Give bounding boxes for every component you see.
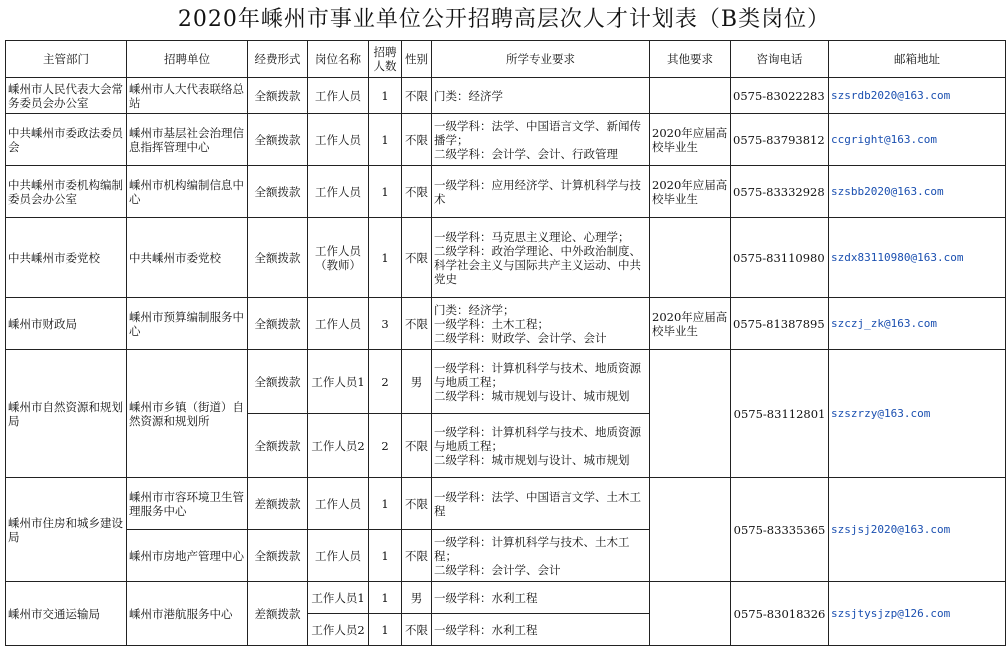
cell-major: 一级学科：水利工程 [432, 582, 650, 614]
cell-email[interactable]: szdx83110980@163.com [829, 218, 1006, 298]
cell-sex: 不限 [402, 414, 432, 478]
cell-other: 2020年应届高校毕业生 [650, 114, 731, 166]
cell-num: 1 [369, 478, 402, 530]
cell-other [650, 350, 731, 478]
cell-unit: 嵊州市房地产管理中心 [127, 530, 248, 582]
cell-email[interactable]: szsbb2020@163.com [829, 166, 1006, 218]
cell-phone: 0575-83018326 [731, 582, 829, 646]
cell-sex: 不限 [402, 114, 432, 166]
cell-email[interactable]: szsjsj2020@163.com [829, 478, 1006, 582]
cell-phone: 0575-83022283 [731, 78, 829, 114]
cell-phone: 0575-83112801 [731, 350, 829, 478]
cell-post: 工作人员 [308, 478, 369, 530]
cell-phone: 0575-83793812 [731, 114, 829, 166]
cell-dept: 嵊州市财政局 [6, 298, 127, 350]
cell-phone: 0575-83335365 [731, 478, 829, 582]
cell-major: 一级学科：计算机科学与技术、地质资源与地质工程； 二级学科：城市规划与设计、城市规划 [432, 414, 650, 478]
cell-major: 一级学科：水利工程 [432, 614, 650, 646]
cell-unit: 嵊州市基层社会治理信息指挥管理中心 [127, 114, 248, 166]
cell-sex: 男 [402, 350, 432, 414]
cell-fund: 全额拨款 [248, 414, 308, 478]
cell-major: 门类：经济学 [432, 78, 650, 114]
cell-num: 1 [369, 614, 402, 646]
header-other: 其他要求 [650, 41, 731, 78]
cell-unit: 嵊州市人大代表联络总站 [127, 78, 248, 114]
header-num: 招聘人数 [369, 41, 402, 78]
cell-sex: 不限 [402, 530, 432, 582]
cell-dept: 嵊州市人民代表大会常务委员会办公室 [6, 78, 127, 114]
cell-fund: 全额拨款 [248, 298, 308, 350]
cell-post: 工作人员2 [308, 614, 369, 646]
cell-num: 1 [369, 530, 402, 582]
cell-post: 工作人员 [308, 530, 369, 582]
cell-sex: 不限 [402, 218, 432, 298]
cell-num: 2 [369, 414, 402, 478]
cell-sex: 男 [402, 582, 432, 614]
cell-dept: 嵊州市交通运输局 [6, 582, 127, 646]
cell-phone: 0575-83110980 [731, 218, 829, 298]
cell-num: 1 [369, 78, 402, 114]
cell-dept: 中共嵊州市委政法委员会 [6, 114, 127, 166]
cell-sex: 不限 [402, 614, 432, 646]
header-email: 邮箱地址 [829, 41, 1006, 78]
cell-unit: 嵊州市机构编制信息中心 [127, 166, 248, 218]
cell-other [650, 218, 731, 298]
header-unit: 招聘单位 [127, 41, 248, 78]
cell-other [650, 478, 731, 582]
table-row [6, 166, 1006, 218]
table-row [6, 582, 1006, 614]
cell-sex: 不限 [402, 166, 432, 218]
cell-phone: 0575-81387895 [731, 298, 829, 350]
cell-fund: 差额拨款 [248, 582, 308, 646]
cell-sex: 不限 [402, 478, 432, 530]
cell-dept: 嵊州市自然资源和规划局 [6, 350, 127, 478]
cell-post: 工作人员1 [308, 350, 369, 414]
cell-major: 一级学科：法学、中国语言文学、土木工程 [432, 478, 650, 530]
cell-post: 工作人员2 [308, 414, 369, 478]
table-row [6, 114, 1006, 166]
cell-num: 1 [369, 166, 402, 218]
table-row [6, 350, 1006, 414]
cell-major: 一级学科：计算机科学与技术、土木工程； 二级学科：会计学、会计 [432, 530, 650, 582]
cell-num: 1 [369, 582, 402, 614]
cell-fund: 全额拨款 [248, 350, 308, 414]
cell-email[interactable]: szczj_zk@163.com [829, 298, 1006, 350]
cell-other [650, 582, 731, 646]
table-row [6, 298, 1006, 350]
cell-num: 1 [369, 114, 402, 166]
table-row [6, 78, 1006, 114]
cell-post: 工作人员 [308, 114, 369, 166]
cell-other: 2020年应届高校毕业生 [650, 298, 731, 350]
cell-post: 工作人员（教师） [308, 218, 369, 298]
header-row [6, 41, 1006, 78]
cell-dept: 中共嵊州市委党校 [6, 218, 127, 298]
cell-major: 一级学科：法学、中国语言文学、新闻传播学； 二级学科：会计学、会计、行政管理 [432, 114, 650, 166]
cell-email[interactable]: ccgright@163.com [829, 114, 1006, 166]
cell-major: 门类：经济学； 一级学科：土木工程； 二级学科：财政学、会计学、会计 [432, 298, 650, 350]
cell-email[interactable]: szsrdb2020@163.com [829, 78, 1006, 114]
header-fund: 经费形式 [248, 41, 308, 78]
cell-num: 3 [369, 298, 402, 350]
table-row [6, 218, 1006, 298]
cell-unit: 嵊州市港航服务中心 [127, 582, 248, 646]
cell-sex: 不限 [402, 78, 432, 114]
cell-major: 一级学科：应用经济学、计算机科学与技术 [432, 166, 650, 218]
cell-fund: 全额拨款 [248, 114, 308, 166]
cell-post: 工作人员 [308, 298, 369, 350]
cell-major: 一级学科：计算机科学与技术、地质资源与地质工程； 二级学科：城市规划与设计、城市规划 [432, 350, 650, 414]
page-title: 2020年嵊州市事业单位公开招聘高层次人才计划表（B类岗位） [177, 7, 831, 32]
header-sex: 性别 [402, 41, 432, 78]
cell-phone: 0575-83332928 [731, 166, 829, 218]
header-dept: 主管部门 [6, 41, 127, 78]
cell-unit: 中共嵊州市委党校 [127, 218, 248, 298]
cell-unit: 嵊州市市容环境卫生管理服务中心 [127, 478, 248, 530]
cell-email[interactable]: szsjtysjzp@126.com [829, 582, 1006, 646]
cell-post: 工作人员1 [308, 582, 369, 614]
cell-fund: 差额拨款 [248, 478, 308, 530]
cell-fund: 全额拨款 [248, 530, 308, 582]
cell-unit: 嵊州市乡镇（街道）自然资源和规划所 [127, 350, 248, 478]
cell-fund: 全额拨款 [248, 218, 308, 298]
table-row [6, 478, 1006, 530]
cell-sex: 不限 [402, 298, 432, 350]
cell-dept: 中共嵊州市委机构编制委员会办公室 [6, 166, 127, 218]
cell-post: 工作人员 [308, 78, 369, 114]
cell-email[interactable]: szszrzy@163.com [829, 350, 1006, 478]
cell-major: 一级学科：马克思主义理论、心理学； 二级学科：政治学理论、中外政治制度、科学社会主义与国际共产主义运动、中共党史 [432, 218, 650, 298]
cell-other: 2020年应届高校毕业生 [650, 166, 731, 218]
header-major: 所学专业要求 [432, 41, 650, 78]
recruitment-table [5, 40, 1006, 646]
header-phone: 咨询电话 [731, 41, 829, 78]
cell-post: 工作人员 [308, 166, 369, 218]
cell-dept: 嵊州市住房和城乡建设局 [6, 478, 127, 582]
header-post: 岗位名称 [308, 41, 369, 78]
cell-num: 1 [369, 218, 402, 298]
cell-num: 2 [369, 350, 402, 414]
cell-fund: 全额拨款 [248, 166, 308, 218]
cell-fund: 全额拨款 [248, 78, 308, 114]
cell-unit: 嵊州市预算编制服务中心 [127, 298, 248, 350]
cell-other [650, 78, 731, 114]
